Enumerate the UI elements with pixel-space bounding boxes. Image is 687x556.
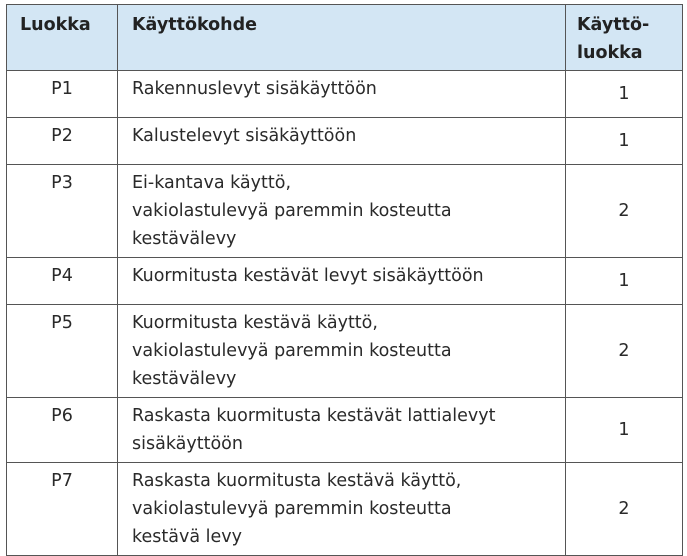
table-header — [7, 5, 683, 71]
cell-use-class: 1 — [566, 71, 683, 118]
cell-use: Kalustelevyt sisäkäyttöön — [118, 118, 566, 165]
cell-class: P2 — [7, 118, 118, 165]
cell-class: P7 — [7, 463, 118, 556]
particleboard-class-table — [6, 4, 683, 556]
cell-use: Kuormitusta kestävä käyttö, vakiolastulevyä paremmin kosteutta kestävälevy — [118, 305, 566, 398]
cell-use-class: 2 — [566, 305, 683, 398]
cell-class: P1 — [7, 71, 118, 118]
table-row — [7, 305, 683, 398]
cell-use-class: 2 — [566, 165, 683, 258]
header-use-class: Käyttö- luokka — [566, 5, 683, 71]
header-row — [7, 5, 683, 71]
table-body — [7, 71, 683, 556]
table-row — [7, 118, 683, 165]
cell-class: P5 — [7, 305, 118, 398]
table-row — [7, 258, 683, 305]
cell-class: P3 — [7, 165, 118, 258]
cell-use-class: 1 — [566, 398, 683, 463]
table-row — [7, 165, 683, 258]
cell-use-class: 1 — [566, 118, 683, 165]
cell-use: Kuormitusta kestävät levyt sisäkäyttöön — [118, 258, 566, 305]
cell-use: Raskasta kuormitusta kestävä käyttö, vakiolastulevyä paremmin kosteutta kestävä levy — [118, 463, 566, 556]
cell-use: Ei-kantava käyttö, vakiolastulevyä paremmin kosteutta kestävälevy — [118, 165, 566, 258]
table-row — [7, 71, 683, 118]
cell-use: Raskasta kuormitusta kestävät lattialevyt sisäkäyttöön — [118, 398, 566, 463]
cell-use-class: 1 — [566, 258, 683, 305]
header-class: Luokka — [7, 5, 118, 71]
cell-class: P4 — [7, 258, 118, 305]
cell-use-class: 2 — [566, 463, 683, 556]
table-row — [7, 398, 683, 463]
cell-class: P6 — [7, 398, 118, 463]
cell-use: Rakennuslevyt sisäkäyttöön — [118, 71, 566, 118]
header-use: Käyttökohde — [118, 5, 566, 71]
